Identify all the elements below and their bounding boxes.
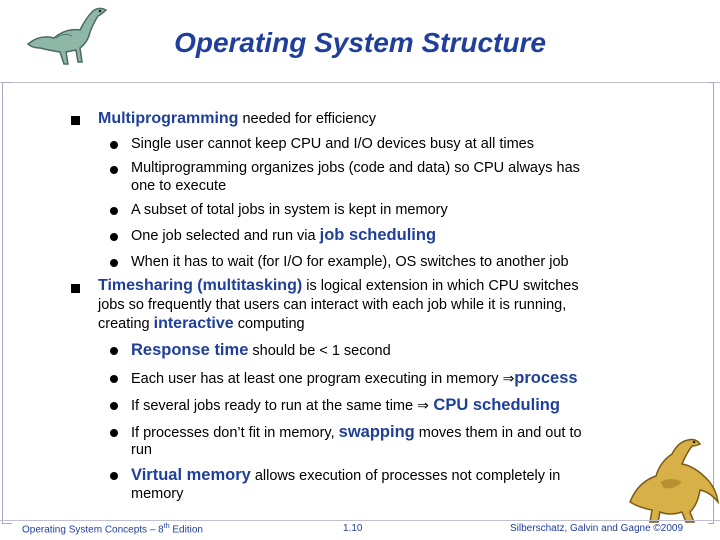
page-title: Operating System Structure bbox=[174, 27, 546, 58]
sub-bullet: Virtual memory allows execution of processes not completely in bbox=[131, 466, 561, 484]
bullet-cont: jobs so frequently that users can interact with each job while it is running, bbox=[98, 297, 567, 313]
sub-bullet-cont: one to execute bbox=[131, 178, 227, 194]
sub-bullet: A subset of total jobs in system is kept in memory bbox=[131, 202, 448, 218]
title-rule bbox=[0, 82, 720, 83]
bullet-multiprogramming bbox=[98, 110, 376, 128]
sub-bullet: Single user cannot keep CPU and I/O devices busy at all times bbox=[131, 136, 534, 152]
keyword-process: process bbox=[514, 369, 578, 387]
round-bullet-icon bbox=[110, 375, 118, 383]
footer-book-title: Operating System Concepts – 8th Edition bbox=[22, 523, 203, 536]
keyword-timesharing: Timesharing (multitasking) bbox=[98, 277, 303, 294]
keyword-interactive: interactive bbox=[153, 315, 234, 332]
round-bullet-icon bbox=[110, 402, 118, 410]
keyword-swapping: swapping bbox=[338, 423, 415, 441]
round-bullet-icon bbox=[110, 259, 118, 267]
sub-bullet: Each user has at least one program executing in memory ⇒process bbox=[131, 369, 578, 387]
footer-rule bbox=[0, 520, 720, 521]
sub-bullet-cont: memory bbox=[131, 486, 184, 502]
keyword-virtual-memory: Virtual memory bbox=[131, 466, 251, 484]
sub-bullet: When it has to wait (for I/O for example), OS switches to another job bbox=[131, 254, 569, 270]
round-bullet-icon bbox=[110, 233, 118, 241]
sub-bullet: One job selected and run via job scheduling bbox=[131, 226, 437, 244]
round-bullet-icon bbox=[110, 141, 118, 149]
square-bullet-icon bbox=[71, 116, 80, 125]
round-bullet-icon bbox=[110, 429, 118, 437]
round-bullet-icon bbox=[110, 347, 118, 355]
round-bullet-icon bbox=[110, 166, 118, 174]
implies-arrow-icon: ⇒ bbox=[417, 397, 429, 413]
bullet-cont: creating interactive computing bbox=[98, 315, 305, 332]
round-bullet-icon bbox=[110, 472, 118, 480]
left-frame-bar bbox=[2, 82, 12, 524]
dinosaur-illustration-icon bbox=[620, 432, 720, 524]
sub-bullet: Multiprogramming organizes jobs (code and data) so CPU always has bbox=[131, 160, 580, 176]
bullet-text: needed for efficiency bbox=[238, 111, 377, 127]
square-bullet-icon bbox=[71, 284, 80, 293]
keyword-response-time: Response time bbox=[131, 341, 249, 359]
footer-authors: Silberschatz, Galvin and Gagne ©2009 bbox=[510, 523, 684, 534]
sub-bullet-cont: run bbox=[131, 442, 152, 458]
implies-arrow-icon: ⇒ bbox=[502, 370, 515, 386]
sub-bullet: Response time should be < 1 second bbox=[131, 341, 391, 359]
keyword-cpu-scheduling: CPU scheduling bbox=[428, 396, 560, 414]
keyword-multiprogramming: Multiprogramming bbox=[98, 110, 239, 127]
bullet-timesharing: Timesharing (multitasking) is logical extension in which CPU switches bbox=[98, 277, 579, 294]
round-bullet-icon bbox=[110, 207, 118, 215]
sub-bullet: If several jobs ready to run at the same time ⇒ CPU scheduling bbox=[131, 396, 560, 414]
keyword-job-scheduling: job scheduling bbox=[319, 226, 437, 244]
footer-page-number: 1.10 bbox=[343, 523, 363, 534]
sub-bullet: If processes don’t fit in memory, swapping moves them in and out to bbox=[131, 423, 582, 441]
